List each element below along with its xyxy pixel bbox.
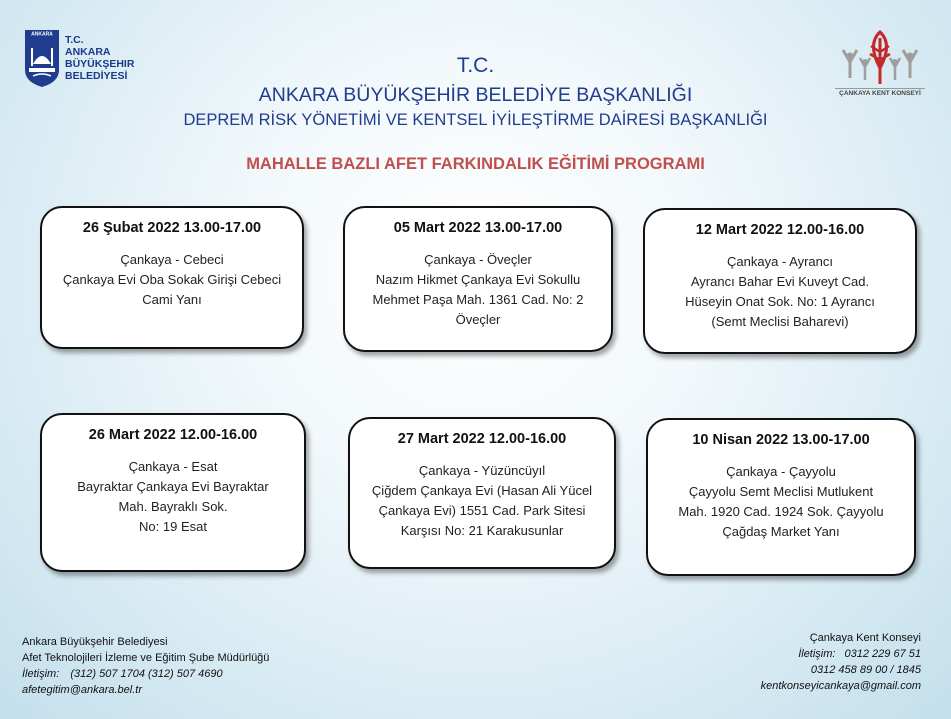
session-date: 26 Mart 2022 12.00-16.00 — [88, 427, 258, 443]
session-line: Çankaya - Ayrancı — [727, 254, 833, 269]
session-line: Bayraktar Çankaya Evi Bayraktar — [77, 479, 269, 494]
footer-left-org: Ankara Büyükşehir Belediyesi — [22, 636, 168, 648]
session-date: 05 Mart 2022 13.00-17.00 — [393, 220, 563, 236]
program-title: MAHALLE BAZLI AFET FARKINDALIK EĞİTİMİ PROGRAMI — [246, 155, 705, 173]
session-line: Çağdaş Market Yanı — [722, 524, 840, 539]
session-line: (Semt Meclisi Baharevi) — [711, 314, 849, 329]
footer-left-dept: Afet Teknolojileri İzleme ve Eğitim Şube Müdürlüğü — [22, 652, 270, 664]
footer-right-org: Çankaya Kent Konseyi — [809, 632, 921, 644]
session-card-6 — [646, 418, 916, 576]
header-tc: T.C. — [456, 54, 495, 77]
session-date: 26 Şubat 2022 13.00-17.00 — [82, 220, 262, 236]
footer-left-phone-row — [22, 666, 269, 682]
session-line: Çankaya - Öveçler — [424, 252, 532, 267]
footer-left-contact — [22, 634, 269, 698]
session-line: Öveçler — [455, 312, 501, 327]
session-line: Ayrancı Bahar Evi Kuveyt Cad. — [690, 274, 870, 289]
session-line: Çankaya - Yüzüncüyıl — [418, 463, 546, 478]
session-date: 12 Mart 2022 12.00-16.00 — [695, 222, 865, 238]
session-line: Çankaya Evi) 1551 Cad. Park Sitesi — [378, 503, 586, 518]
footer-left-phones: (312) 507 1704 (312) 507 4690 — [70, 668, 223, 680]
session-line: Çankaya - Cebeci — [120, 252, 224, 267]
footer-right-contact-label: İletişim: — [798, 648, 836, 660]
session-date: 27 Mart 2022 12.00-16.00 — [397, 431, 567, 447]
logo-line-3: BÜYÜKŞEHIR — [65, 58, 135, 70]
session-line: Mah. Bayraklı Sok. — [118, 499, 228, 514]
footer-right-phone-2: 0312 458 89 00 / 1845 — [810, 664, 921, 676]
footer-left-contact-label: İletişim: — [22, 668, 60, 680]
logo-line-2: ANKARA — [65, 46, 111, 58]
footer-right-contact — [761, 630, 921, 694]
session-line: Çayyolu Semt Meclisi Mutlukent — [688, 484, 874, 499]
session-card-1 — [40, 206, 304, 349]
footer-right-phone-1: 0312 229 67 51 — [844, 648, 921, 660]
kent-konseyi-caption: ÇANKAYA KENT KONSEYİ — [835, 88, 925, 97]
session-line: Mehmet Paşa Mah. 1361 Cad. No: 2 — [372, 292, 584, 307]
session-date: 10 Nisan 2022 13.00-17.00 — [692, 432, 870, 448]
footer-right-phone-row-1 — [761, 646, 921, 662]
session-line: Mah. 1920 Cad. 1924 Sok. Çayyolu — [678, 504, 884, 519]
logo-line-4: BELEDİYESİ — [65, 70, 128, 82]
session-card-4 — [40, 413, 306, 572]
session-line: Çankaya - Çayyolu — [726, 464, 836, 479]
session-line: Cami Yanı — [142, 292, 202, 307]
footer-left-email-link[interactable]: afetegitim@ankara.bel.tr — [22, 684, 143, 696]
header-municipality: ANKARA BÜYÜKŞEHİR BELEDİYE BAŞKANLIĞI — [258, 84, 693, 106]
session-line: Çankaya - Esat — [128, 459, 218, 474]
session-card-5 — [348, 417, 616, 569]
session-line: Çankaya Evi Oba Sokak Girişi Cebeci — [62, 272, 282, 287]
session-line: Nazım Hikmet Çankaya Evi Sokullu — [375, 272, 581, 287]
session-line: No: 19 Esat — [139, 519, 207, 534]
session-line: Hüseyin Onat Sok. No: 1 Ayrancı — [685, 294, 875, 309]
session-card-3 — [643, 208, 917, 354]
footer-right-email-link[interactable]: kentkonseyicankaya@gmail.com — [760, 680, 921, 692]
session-card-2 — [343, 206, 613, 352]
shield-text: ANKARA — [31, 31, 53, 38]
logo-line-1: T.C. — [65, 34, 84, 46]
header-department: DEPREM RİSK YÖNETİMİ VE KENTSEL İYİLEŞTİRME DAİRESİ BAŞKANLIĞI — [183, 111, 768, 129]
session-line: Çiğdem Çankaya Evi (Hasan Ali Yücel — [371, 483, 593, 498]
session-line: Karşısı No: 21 Karakusunlar — [400, 523, 564, 538]
